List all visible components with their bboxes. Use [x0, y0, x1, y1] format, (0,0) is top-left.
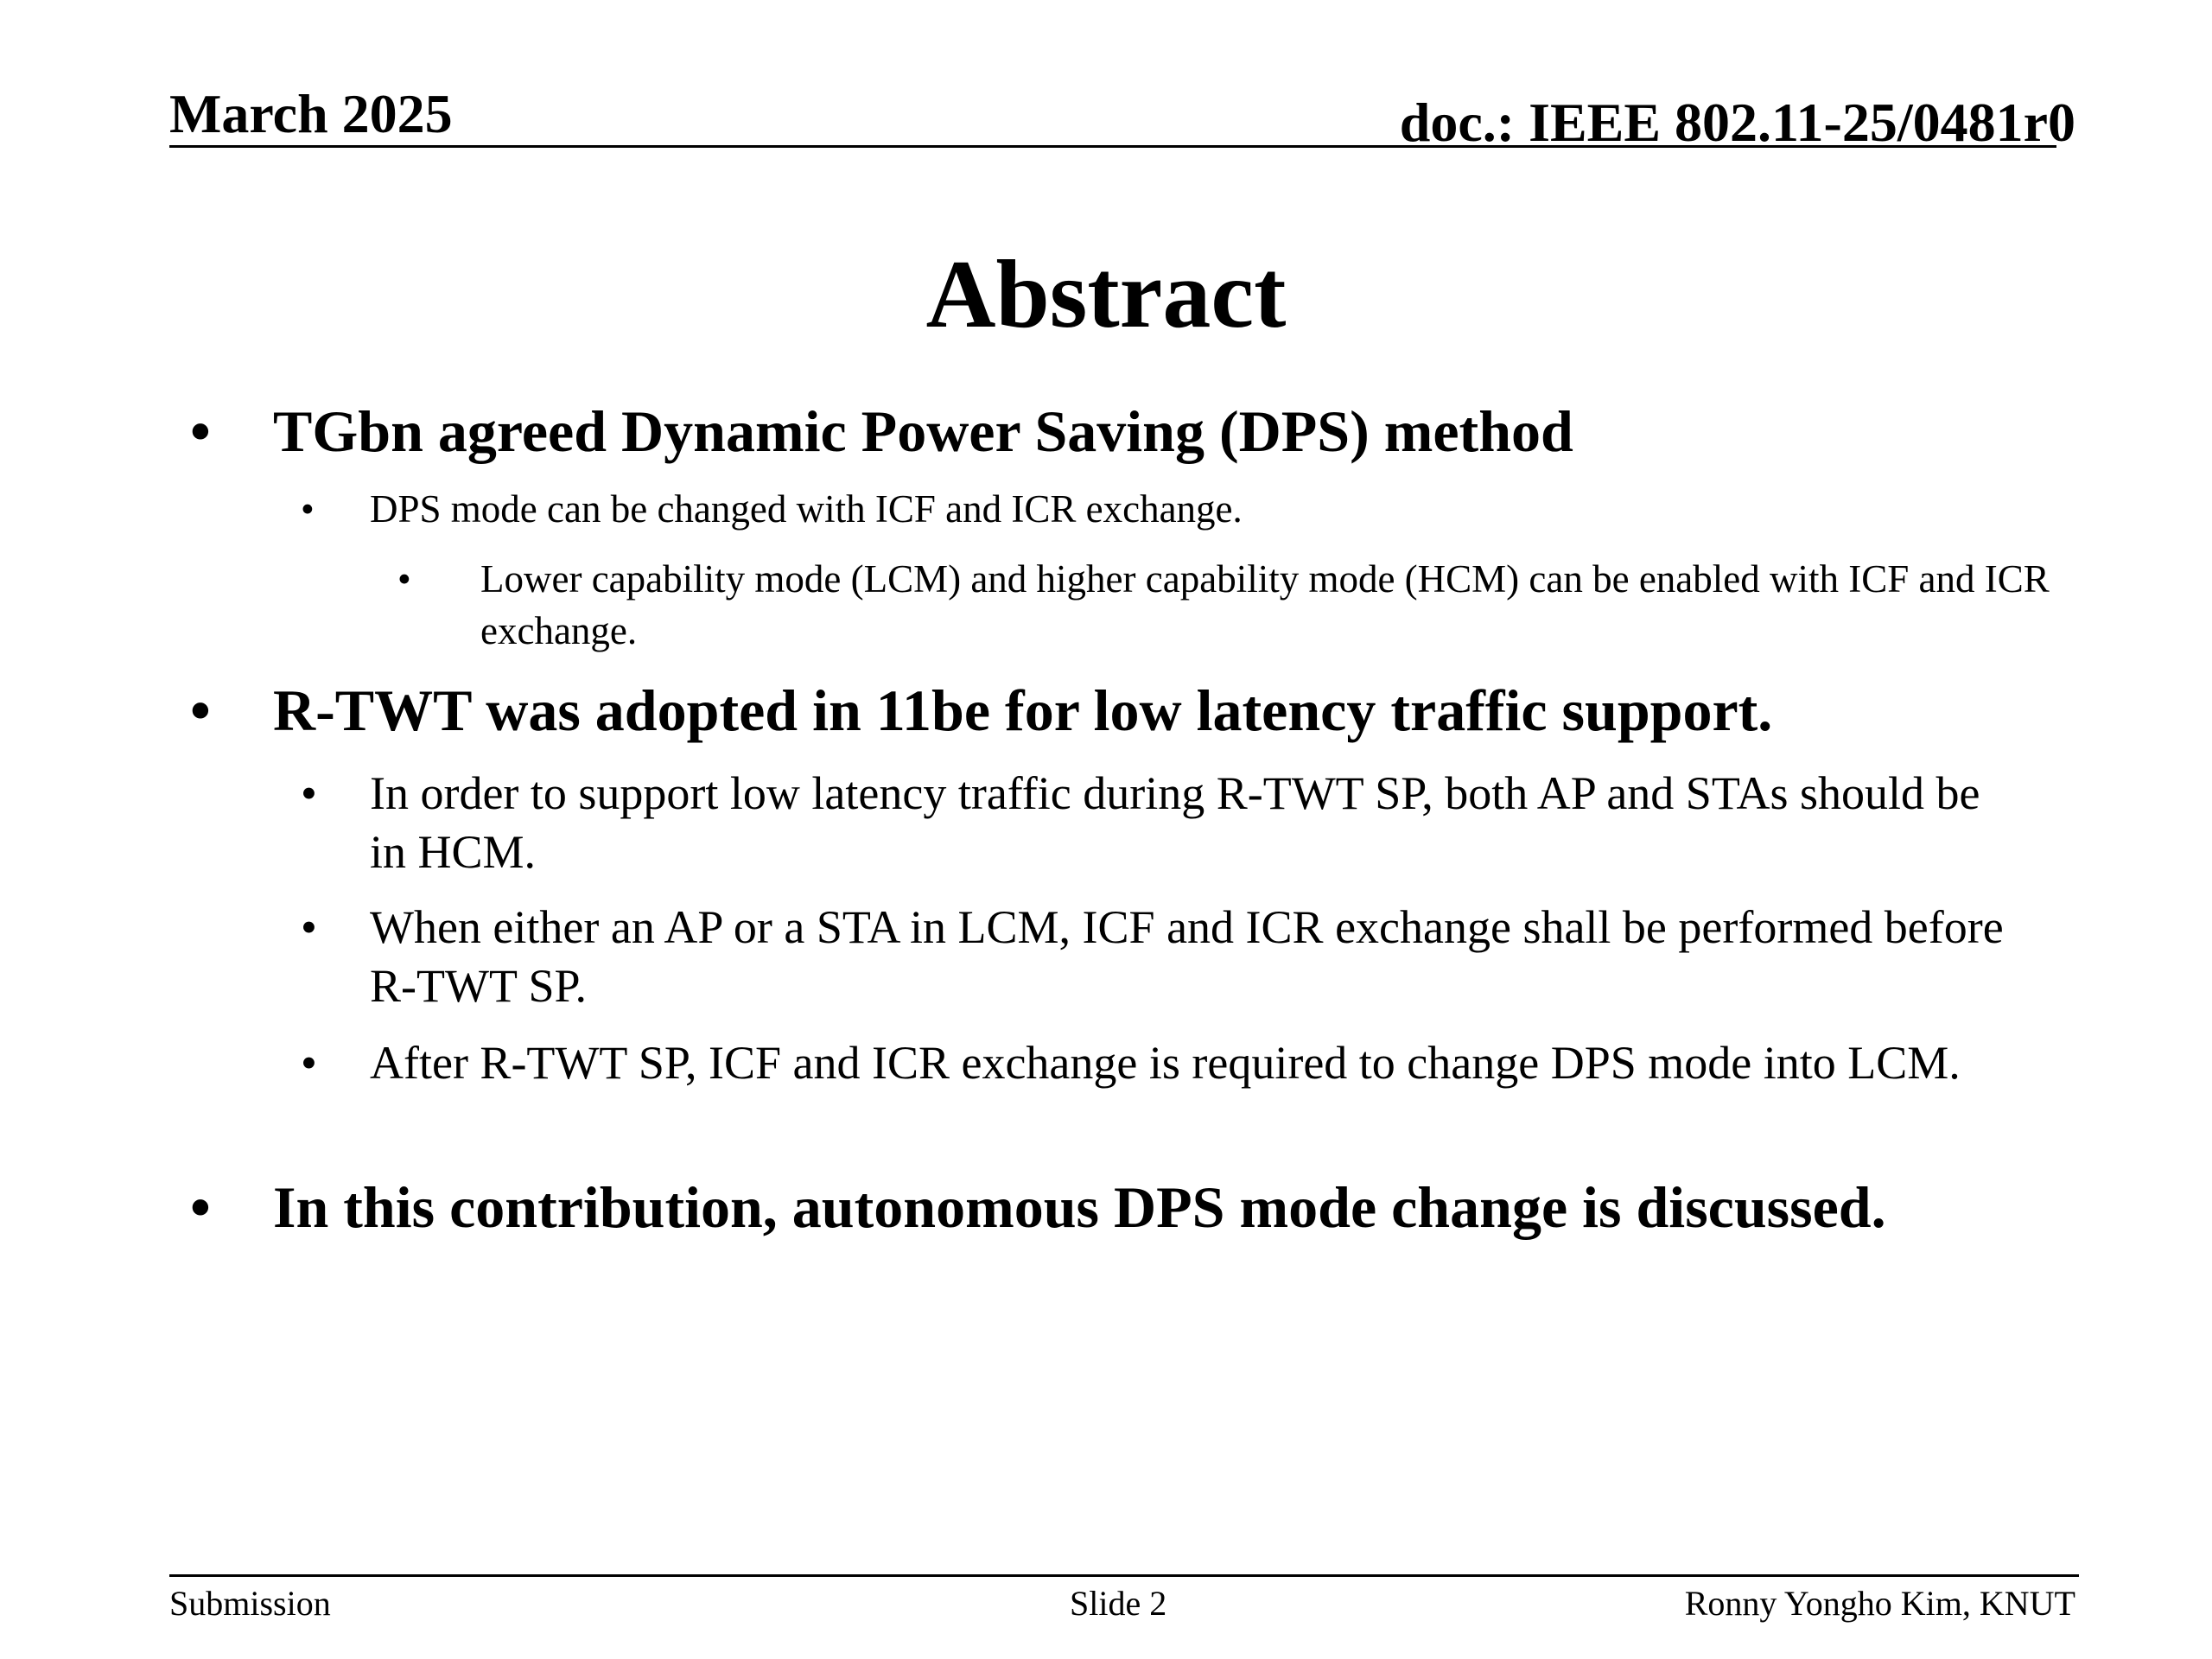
bullet-rtwt	[190, 677, 1773, 743]
bullet-text: Lower capability mode (LCM) and higher capability mode (HCM) can be enabled with ICF and ICR exchange.	[480, 557, 2050, 652]
bullet-text: R-TWT was adopted in 11be for low latency traffic support.	[273, 677, 1773, 743]
bullet-marker: •	[190, 398, 211, 464]
bullet-text: When either an AP or a STA in LCM, ICF and ICR exchange shall be performed before R-TWT SP.	[370, 901, 2004, 1012]
subbullet-dps-mode-change	[301, 486, 1243, 532]
bullet-marker: •	[190, 1174, 211, 1240]
footer-author: Ronny Yongho Kim, KNUT	[1684, 1584, 2075, 1623]
subbullet-lcm-exchange	[301, 898, 2012, 1015]
slide-title: Abstract	[925, 241, 1287, 348]
bullet-text: DPS mode can be changed with ICF and ICR exchange.	[370, 487, 1243, 531]
subbullet-after-rtwt	[301, 1033, 2012, 1092]
footer-slide-number: Slide 2	[1070, 1584, 1167, 1623]
subbullet-low-latency	[301, 764, 2012, 881]
bullet-marker: •	[301, 1037, 317, 1089]
bullet-text: In this contribution, autonomous DPS mode change is discussed.	[273, 1174, 1886, 1240]
bullet-marker: •	[190, 677, 211, 743]
bullet-marker: •	[301, 901, 317, 953]
header-date: March 2025	[169, 83, 453, 144]
footer-submission: Submission	[169, 1584, 331, 1623]
bullet-text: In order to support low latency traffic during R-TWT SP, both AP and STAs should be in HCM.	[370, 767, 1980, 878]
footer-divider	[169, 1574, 2079, 1577]
bullet-text: After R-TWT SP, ICF and ICR exchange is required to change DPS mode into LCM.	[370, 1037, 1961, 1089]
header-divider	[169, 145, 2056, 148]
bullet-dps-method	[190, 398, 1573, 464]
bullet-marker: •	[397, 557, 411, 601]
subsubbullet-lcm-hcm	[397, 553, 2053, 657]
bullet-contribution	[190, 1174, 1886, 1240]
bullet-marker: •	[301, 767, 317, 819]
bullet-text: TGbn agreed Dynamic Power Saving (DPS) method	[273, 398, 1573, 464]
header-doc-id: doc.: IEEE 802.11-25/0481r0	[1399, 92, 2075, 153]
bullet-marker: •	[301, 487, 315, 531]
